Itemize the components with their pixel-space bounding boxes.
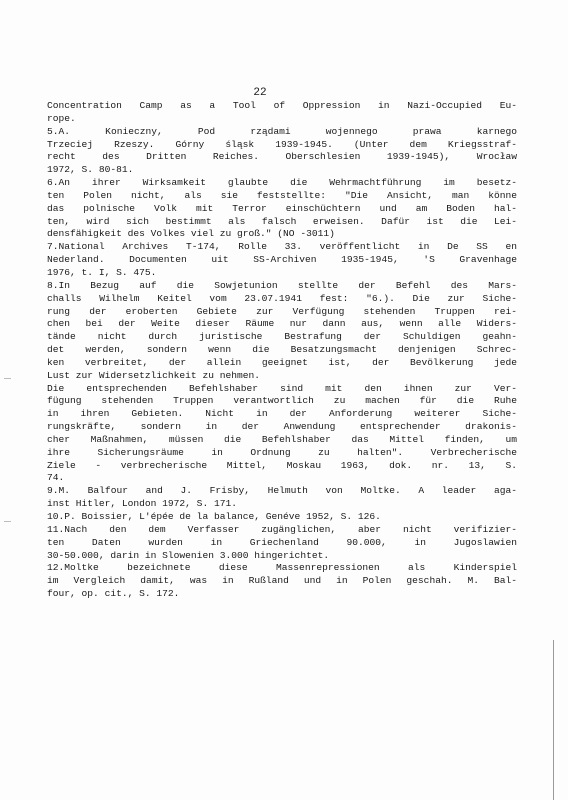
text-line: four, op. cit., S. 172.	[47, 588, 180, 600]
text-line: 6.An ihrer Wirksamkeit glaubte die Wehrmachtführung im besetz-	[47, 177, 517, 189]
text-line: 7.National Archives T-174, Rolle 33. veröffentlicht in De SS en	[47, 241, 517, 253]
text-line: Ziele - verbrecherische Mittel, Moskau 1963, dok. nr. 13, S.	[47, 459, 517, 471]
text-line: ten, wird sich bestimmt als falsch erweisen. Dafür ist die Lei-	[47, 215, 517, 227]
text-line: challs Wilhelm Keitel vom 23.07.1941 fest: "6.). Die zur Siche-	[47, 292, 517, 304]
text-line: 11.Nach den dem Verfasser zugänglichen, aber nicht verifizier-	[47, 523, 517, 535]
footnotes-text	[47, 100, 517, 601]
text-line: tände nicht durch juristische Bestrafung der Schuldigen geahn-	[47, 331, 517, 343]
text-line: rung der eroberten Gebiete zur Verfügung stehenden Truppen rei-	[47, 305, 517, 317]
page-number: 22	[253, 87, 267, 99]
text-line: fügung stehenden Truppen verantwortlich zu machen für die Ruhe	[47, 395, 517, 407]
text-line: Concentration Camp as a Tool of Oppression in Nazi-Occupied Eu-	[47, 100, 517, 111]
text-line: 12.Moltke bezeichnete diese Massenrepressionen als Kinderspiel	[47, 562, 517, 574]
text-line: Die entsprechenden Befehlshaber sind mit den ihnen zur Ver-	[47, 382, 517, 394]
text-line: Nederland. Documenten uit SS-Archiven 1935-1945, 'S Gravenhage	[47, 254, 517, 266]
scan-edge-line	[553, 640, 554, 800]
text-line: recht des Dritten Reiches. Oberschlesien 1939-1945), Wrocław	[47, 151, 517, 163]
text-line: 8.In Bezug auf die Sowjetunion stellte der Befehl des Mars-	[47, 279, 517, 291]
text-line: ihre Sicherungsräume in Ordnung zu halten". Verbrecherische	[47, 446, 517, 458]
text-line: cher Maßnahmen, müssen die Befehlshaber das Mittel finden, um	[47, 433, 517, 445]
text-line: inst Hitler, London 1972, S. 171.	[47, 498, 237, 510]
text-line: 5.A. Konieczny, Pod rządami wojennego prawa karnego	[47, 125, 517, 137]
text-line: ten Polen nicht, als sie feststellte: "Die Ansicht, man könne	[47, 189, 517, 201]
text-line: det werden, sondern wenn die Besatzungsmacht denjenigen Schrec-	[47, 344, 517, 356]
text-line: 1976, t. I, S. 475.	[47, 266, 157, 278]
text-line: Trzeciej Rzeszy. Górny śląsk 1939-1945. (Unter dem Kriegsstraf-	[47, 138, 517, 150]
text-line: 74.	[47, 472, 65, 484]
text-line: chen bei der Weite dieser Räume nur dann aus, wenn alle Widers-	[47, 318, 517, 330]
text-line: im Vergleich damit, was in Rußland und in Polen geschah. M. Bal-	[47, 575, 517, 587]
text-line: ten Daten wurden in Griechenland 90.000, in Jugoslawien	[47, 536, 517, 548]
text-line: densfähigkeit des Volkes viel zu groß." (NO -3011)	[47, 228, 335, 240]
text-line: rungskräfte, sondern in der Anwendung entsprechender drakonis-	[47, 421, 517, 433]
text-line: 10.P. Boissier, L'épée de la balance, Genéve 1952, S. 126.	[47, 511, 381, 522]
text-line: rope.	[47, 112, 76, 124]
text-line: 30-50.000, darin in Slowenien 3.000 hingerichtet.	[47, 549, 330, 561]
scan-mark-left-1	[4, 378, 11, 379]
text-line: ken verbreitet, der allein geeignet ist, der Bevölkerung jede	[47, 356, 517, 368]
text-line: 1972, S. 80-81.	[47, 164, 134, 176]
text-line: das polnische Volk mit Terror einschüchtern und am Boden hal-	[47, 202, 517, 214]
text-line: in ihren Gebieten. Nicht in der Anforderung weiterer Siche-	[47, 408, 517, 420]
text-line: 9.M. Balfour and J. Frisby, Helmuth von Moltke. A leader aga-	[47, 485, 517, 497]
text-line: Lust zur Widersetzlichkeit zu nehmen.	[47, 369, 261, 381]
scan-mark-left-2	[4, 521, 11, 522]
